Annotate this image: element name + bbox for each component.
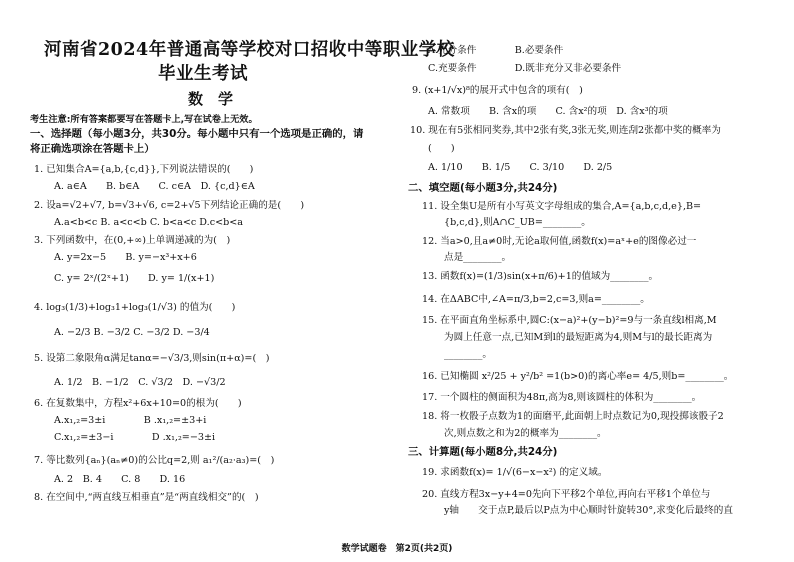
question-3: 3. 下列函数中，在(0,+∞)上单调递减的为( ) xyxy=(34,235,231,246)
question-7: 7. 等比数列{aₙ}(aₙ≠0)的公比q=2,则 a₁²/(a₂·a₃)=( ) xyxy=(34,455,275,466)
question-8-options-ab: A.充分条件 B.必要条件 xyxy=(428,45,564,56)
question-14: 14. 在ΔABC中,∠A=π/3,b=2,c=3,则a=________。 xyxy=(422,294,650,305)
question-11: 11. 设全集U是所有小写英文字母组成的集合,A={a,b,c,d,e},B= xyxy=(422,201,702,212)
question-13: 13. 函数f(x)=(1/3)sin(x+π/6)+1的值域为________。 xyxy=(422,271,659,282)
question-12: 12. 当a>0,且a≠0时,无论a取何值,函数f(x)=aˣ+e的图像必过一 xyxy=(422,236,697,247)
question-20: 20. 直线方程3x−y+4=0先向下平移2个单位,再向右平移1个单位与 xyxy=(422,489,711,500)
question-9-options: A. 常数项 B. 含x的项 C. 含x²的项 D. 含x³的项 xyxy=(428,106,668,117)
exam-title-line1: 河南省2024年普通高等学校对口招收中等职业学校 xyxy=(44,40,455,60)
question-10-options: A. 1/10 B. 1/5 C. 3/10 D. 2/5 xyxy=(428,162,613,173)
question-6-options-cd: C.x₁,₂=±3−i D .x₁,₂=−3±i xyxy=(54,432,216,443)
question-11-cont: {b,c,d},则A∩C_UB=________。 xyxy=(444,217,591,228)
question-3-options-cd: C. y= 2ˣ/(2ˣ+1) D. y= 1/(x+1) xyxy=(54,273,215,284)
question-9: 9. (x+1/√x)⁸的展开式中包含的项有( ) xyxy=(412,85,583,96)
question-3-options-ab: A. y=2x−5 B. y=−x³+x+6 xyxy=(54,252,197,263)
question-4-options: A. −2/3 B. −3/2 C. −3/2 D. −3/4 xyxy=(54,327,210,338)
question-20-cont: y轴 交于点P,最后以P点为中心顺时针旋转30°,求变化后最终的直 xyxy=(444,505,733,516)
question-16: 16. 已知椭圆 x²/25 + y²/b² =1(b>0)的离心率e= 4/5,则b=________。 xyxy=(422,371,734,382)
question-1: 1. 已知集合A={a,b,{c,d}},下列说法错误的( ) xyxy=(34,164,254,175)
question-15-cont: 为圆上任意一点,已知M到l的最短距离为4,则M与l的最长距离为 xyxy=(444,332,713,343)
question-2: 2. 设a=√2+√7, b=√3+√6, c=2+√5下列结论正确的是( ) xyxy=(34,200,305,211)
subject-title: 数 学 xyxy=(188,90,234,108)
section1-heading-line2: 将正确选项涂在答题卡上） xyxy=(30,143,155,155)
question-6: 6. 在复数集中，方程x²+6x+10=0的根为( ) xyxy=(34,398,242,409)
question-10-cont: ( ) xyxy=(428,143,455,154)
exam-title-line2: 毕业生考试 xyxy=(158,64,248,84)
page-footer: 数学试题卷 第2页(共2页) xyxy=(341,544,453,554)
question-2-options: A.a<b<c B. a<c<b C. b<a<c D.c<b<a xyxy=(54,217,244,228)
candidate-notice: 考生注意:所有答案都要写在答题卡上,写在试卷上无效。 xyxy=(30,114,258,125)
section1-heading-line1: 一、选择题（每小题3分，共30分。每小题中只有一个选项是正确的，请 xyxy=(30,128,364,140)
question-15-cont2: ________。 xyxy=(444,349,492,360)
question-10: 10. 现在有5张相同奖券,其中2张有奖,3张无奖,则连刮2张都中奖的概率为 xyxy=(410,125,721,136)
question-8: 8. 在空间中,“两直线互相垂直”是“两直线相交”的( ) xyxy=(34,492,259,503)
question-5: 5. 设第二象限角α满足tanα=−√3/3,则sin(π+α)=( ) xyxy=(34,353,270,364)
question-15: 15. 在平面直角坐标系中,圆C:(x−a)²+(y−b)²=9与一条直线l相离,M xyxy=(422,315,717,326)
question-4: 4. log₃(1/3)+log₃1+log₃(1/√3) 的值为( ) xyxy=(34,302,236,313)
question-18: 18. 将一枚骰子点数为1的面磨平,此面朝上时点数记为0,现投掷该骰子2 xyxy=(422,411,724,422)
question-19: 19. 求函数f(x)= 1/√(6−x−x²) 的定义域。 xyxy=(422,467,608,478)
question-1-options: A. a∈A B. b∈A C. c∈A D. {c,d}∈A xyxy=(54,181,255,192)
question-18-cont: 次,则点数之和为2的概率为________。 xyxy=(444,428,607,439)
question-8-options-cd: C.充要条件 D.既非充分又非必要条件 xyxy=(428,63,622,74)
question-5-options: A. 1/2 B. −1/2 C. √3/2 D. −√3/2 xyxy=(54,377,226,388)
question-7-options: A. 2 B. 4 C. 8 D. 16 xyxy=(54,474,186,485)
question-12-cont: 点是________。 xyxy=(444,252,512,263)
question-6-options-ab: A.x₁,₂=3±i B .x₁,₂=±3+i xyxy=(54,415,207,426)
section2-heading: 二、填空题(每小题3分,共24分) xyxy=(408,182,558,194)
question-17: 17. 一个圆柱的侧面积为48π,高为8,则该圆柱的体积为________。 xyxy=(422,392,702,403)
section3-heading: 三、计算题(每小题8分,共24分) xyxy=(408,446,558,458)
